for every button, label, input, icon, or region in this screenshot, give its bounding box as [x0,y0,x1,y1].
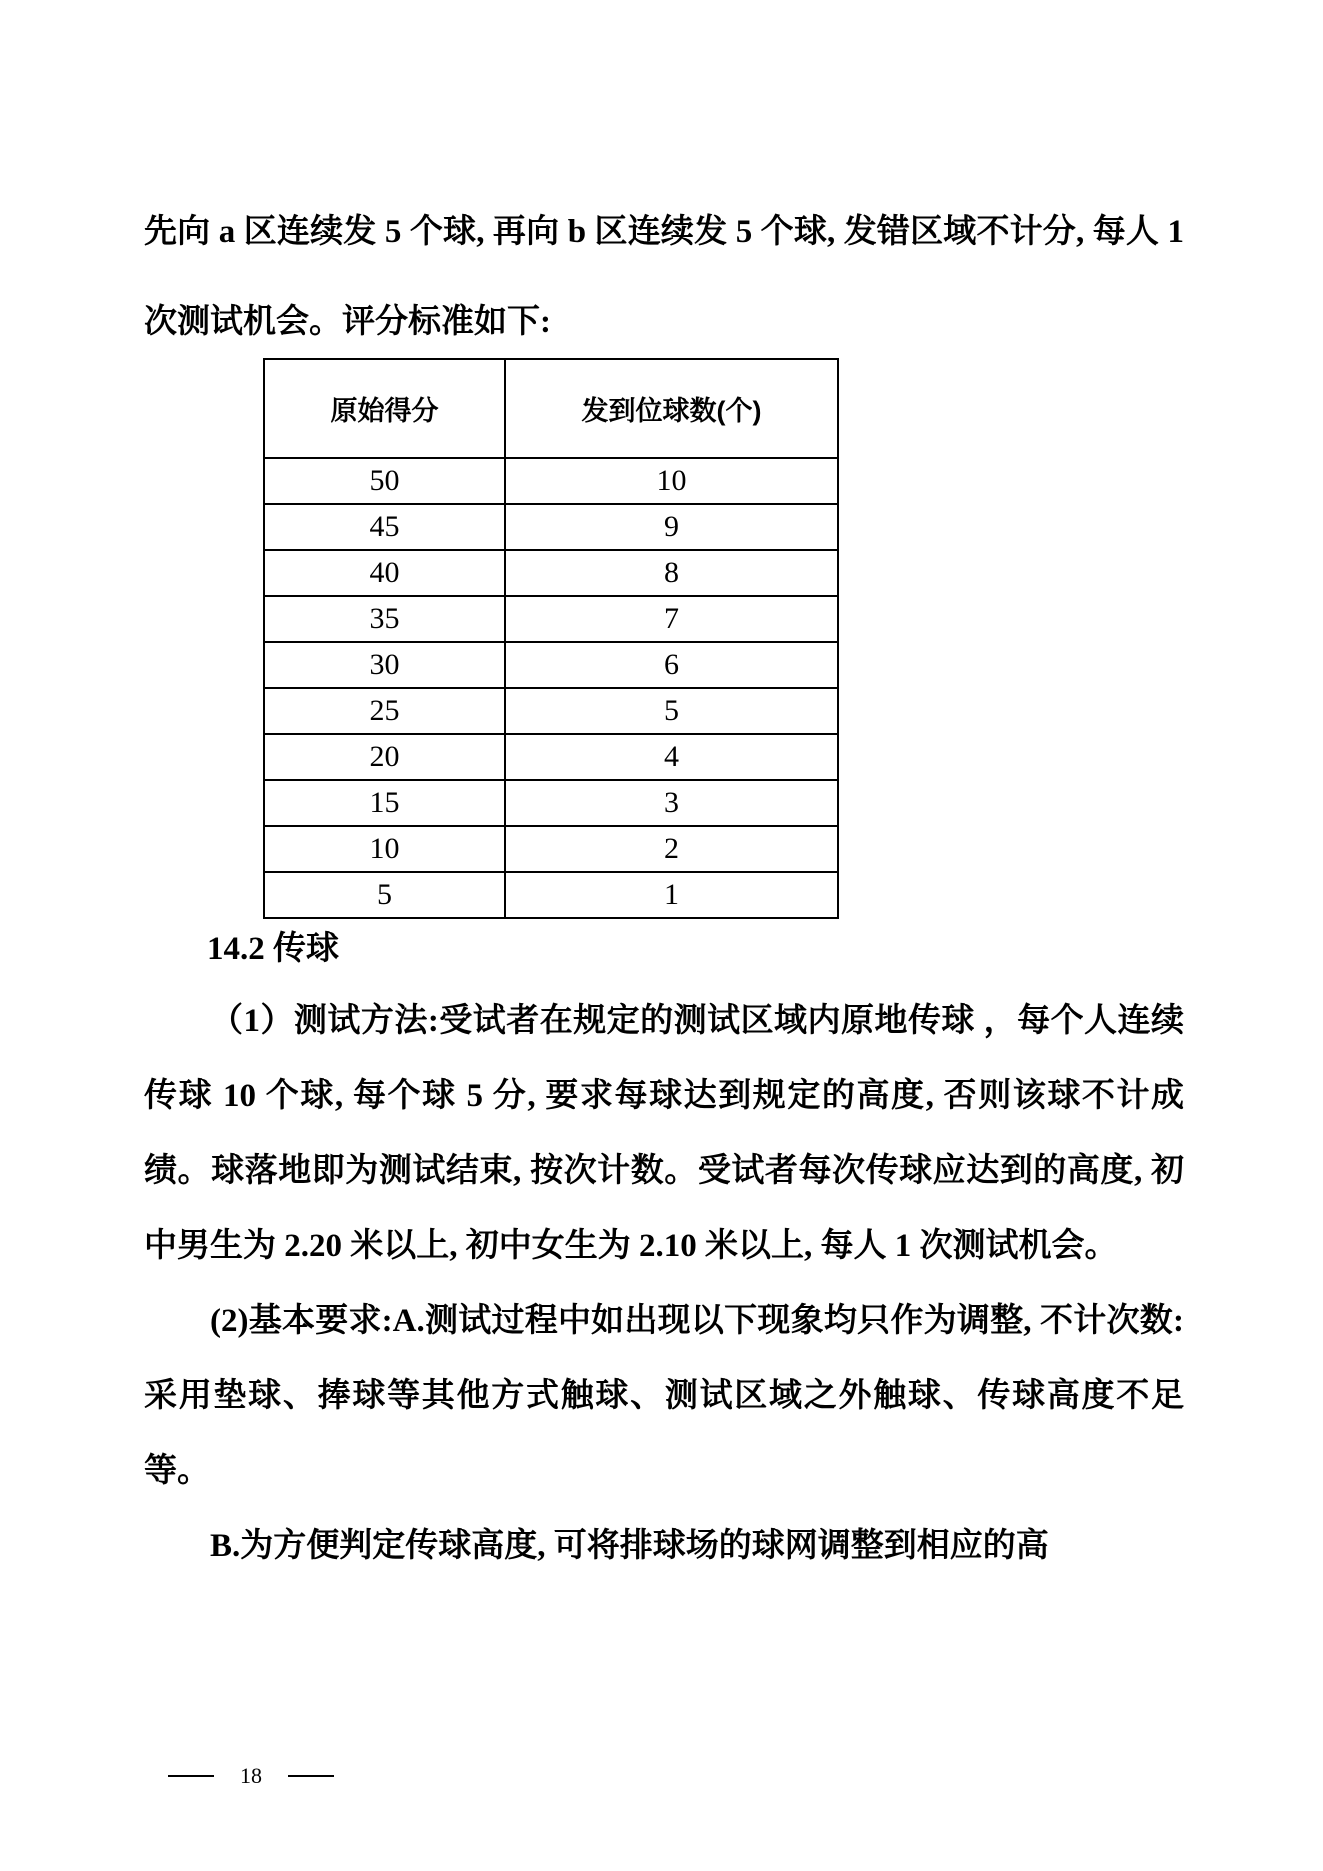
paragraph-test-method: （1）测试方法:受试者在规定的测试区域内原地传球 ，每个人连续传球 10 个球, 每个球 5 分, 要求每球达到规定的高度, 否则该球不计成绩。球落地即为测试结束, 按次计数。受试者每次传球应达到的高度, 初中男生为 2.20 米以上, 初中女生为 2.10 米以上, 每人 1 次测试机会。 [144,1003,1184,1264]
balls-cell: 2 [505,826,838,872]
balls-cell: 6 [505,642,838,688]
balls-cell: 10 [505,458,838,504]
page-footer [168,1760,334,1792]
balls-cell: 8 [505,550,838,596]
balls-cell: 4 [505,734,838,780]
footer-dash-left [168,1775,214,1777]
page-number: 18 [240,1763,262,1788]
balls-cell: 9 [505,504,838,550]
score-table-header-row [264,359,838,458]
table-row [264,504,838,550]
table-row [264,688,838,734]
score-cell: 50 [264,458,505,504]
score-cell: 30 [264,642,505,688]
paragraph-net-height-note: B.为方便判定传球高度, 可将排球场的球网调整到相应的高 [210,1528,1049,1564]
body-paragraphs [144,984,1184,1584]
footer-dash-right [288,1775,334,1777]
score-cell: 45 [264,504,505,550]
table-row [264,872,838,918]
header-cell-original-score: 原始得分 [264,359,505,458]
score-table [263,358,839,919]
table-row [264,642,838,688]
balls-cell: 1 [505,872,838,918]
paragraph-basic-requirements: (2)基本要求:A.测试过程中如出现以下现象均只作为调整, 不计次数:采用垫球、捧球等其他方式触球、测试区域之外触球、传球高度不足等。 [144,1303,1184,1489]
score-cell: 20 [264,734,505,780]
score-cell: 40 [264,550,505,596]
table-row [264,734,838,780]
balls-cell: 3 [505,780,838,826]
balls-cell: 5 [505,688,838,734]
score-cell: 5 [264,872,505,918]
table-row [264,596,838,642]
score-cell: 25 [264,688,505,734]
score-cell: 10 [264,826,505,872]
intro-paragraph: 先向 a 区连续发 5 个球, 再向 b 区连续发 5 个球, 发错区域不计分, 每人 1 次测试机会。评分标准如下: [144,214,1184,340]
table-row [264,550,838,596]
balls-cell: 7 [505,596,838,642]
section-heading-14-2: 14.2 传球 [207,931,339,967]
score-table-body [264,458,838,918]
table-row [264,458,838,504]
table-row [264,826,838,872]
table-row [264,780,838,826]
header-cell-balls-in-place: 发到位球数(个) [505,359,838,458]
score-cell: 15 [264,780,505,826]
score-cell: 35 [264,596,505,642]
